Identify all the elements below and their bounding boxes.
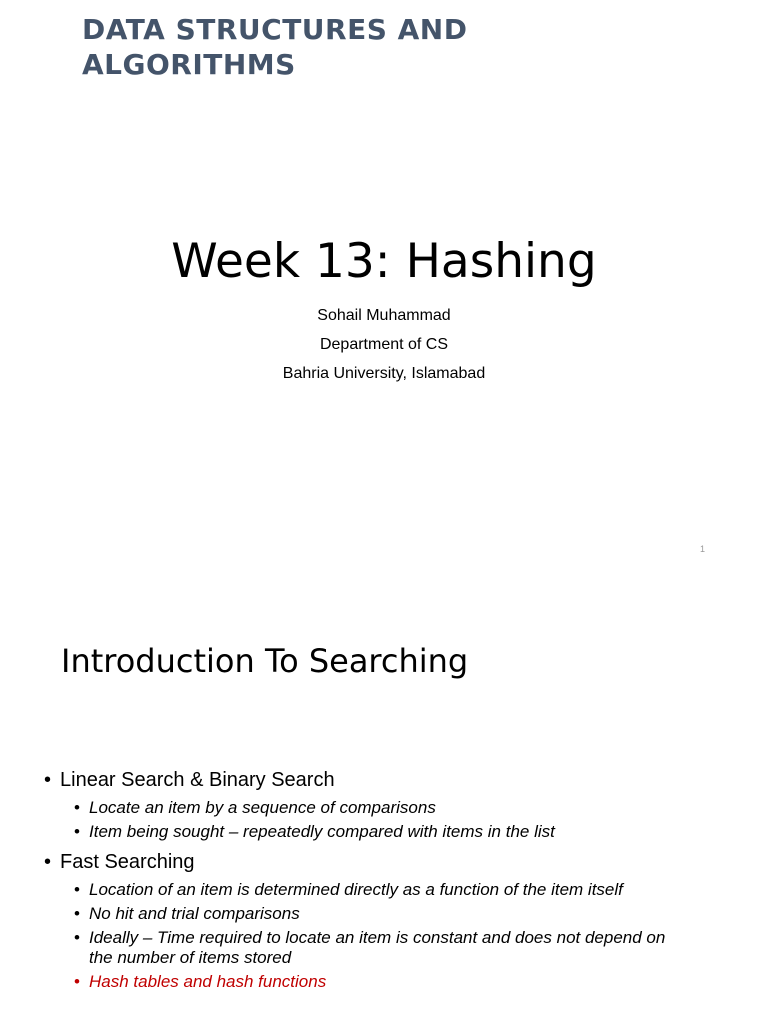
sub-bullet-item: • Location of an item is determined directly as a function of the item itself (74, 880, 669, 900)
author-name: Sohail Muhammad (317, 307, 451, 324)
header-line-2: ALGORITHMS (82, 48, 296, 81)
sub-bullet-item-highlight: • Hash tables and hash functions (74, 972, 669, 992)
header-line-1: DATA STRUCTURES AND (82, 13, 468, 46)
bullet-item: • Linear Search & Binary Search (44, 766, 734, 794)
bullet-item: • Fast Searching (44, 848, 734, 876)
section-title: Introduction To Searching (61, 642, 469, 680)
sub-bullet-item: • Item being sought – repeatedly compared with items in the list (74, 822, 669, 842)
sub-bullet-item: • Locate an item by a sequence of comparisons (74, 798, 669, 818)
page-number: 1 (700, 544, 706, 554)
sub-bullet-item: • No hit and trial comparisons (74, 904, 669, 924)
department: Department of CS (319, 336, 449, 353)
bullet-list (44, 766, 734, 998)
slide-title: Week 13: Hashing (171, 234, 597, 289)
sub-bullet-item: • Ideally – Time required to locate an item is constant and does not depend on the number of items stored (74, 928, 669, 968)
bullet-group (44, 766, 734, 842)
bullet-group (44, 848, 734, 992)
deck-header-title (82, 12, 642, 82)
university: Bahria University, Islamabad (282, 365, 486, 382)
